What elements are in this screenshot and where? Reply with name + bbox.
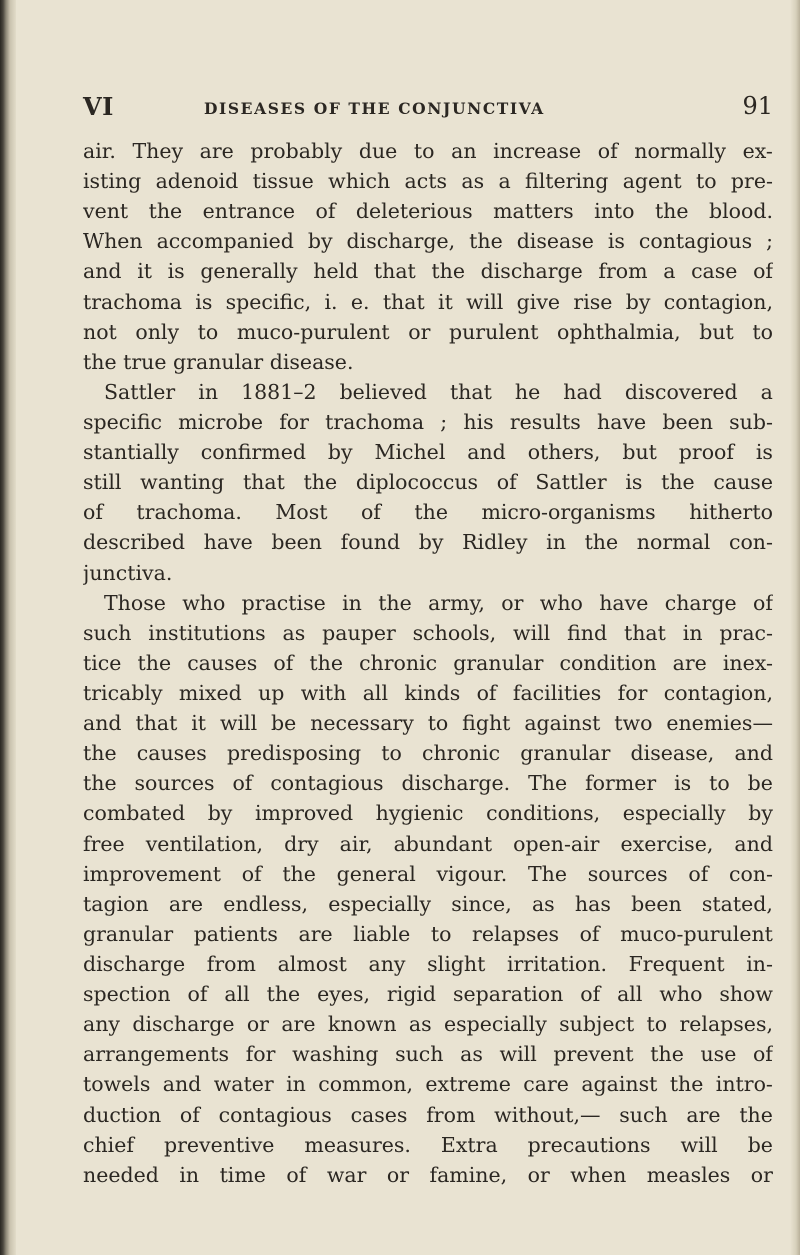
text-line: the true granular disease. <box>83 349 354 374</box>
running-header <box>83 92 773 124</box>
text-line: such institutions as pauper schools, will find that in prac- <box>83 620 773 645</box>
text-line: stantially confirmed by Michel and others, but proof is <box>83 440 773 465</box>
text-line: specific microbe for trachoma ; his results have been sub- <box>83 409 773 434</box>
page-number: 91 <box>742 92 773 120</box>
text-line: described have been found by Ridley in the normal con- <box>83 530 773 555</box>
text-line: free ventilation, dry air, abundant open-air exercise, and <box>83 831 773 856</box>
page-edge-shadow <box>790 0 800 1255</box>
text-line: and that it will be necessary to fight against two enemies— <box>83 711 773 736</box>
text-line: isting adenoid tissue which acts as a filtering agent to pre- <box>83 169 773 194</box>
text-line: improvement of the general vigour. The sources of con- <box>83 861 773 886</box>
text-line: air. They are probably due to an increase of normally ex- <box>83 139 773 163</box>
text-line: tagion are endless, especially since, as has been stated, <box>83 891 773 916</box>
text-line: still wanting that the diplococcus of Sattler is the cause <box>83 470 773 495</box>
text-line: the causes predisposing to chronic granular disease, and <box>83 741 773 766</box>
book-spine-shadow <box>0 0 16 1255</box>
text-line: duction of contagious cases from without,— such are the <box>83 1102 773 1127</box>
text-line: tricably mixed up with all kinds of facilities for contagion, <box>83 680 773 705</box>
text-line: Sattler in 1881–2 believed that he had discovered a <box>104 379 773 404</box>
text-line: chief preventive measures. Extra precautions will be <box>83 1132 773 1157</box>
text-line: granular patients are liable to relapses of muco-purulent <box>83 921 773 946</box>
text-line: trachoma is specific, i. e. that it will give rise by contagion, <box>83 289 773 314</box>
text-line: Those who practise in the army, or who have charge of <box>104 590 773 615</box>
text-line: any discharge or are known as especially subject to relapses, <box>83 1012 773 1037</box>
text-line: discharge from almost any slight irritation. Frequent in- <box>83 951 773 976</box>
text-line: not only to muco-purulent or purulent ophthalmia, but to <box>83 319 773 344</box>
text-line: arrangements for washing such as will prevent the use of <box>83 1042 773 1067</box>
text-line: towels and water in common, extreme care against the intro- <box>83 1072 773 1097</box>
text-line: combated by improved hygienic conditions, especially by <box>83 801 773 826</box>
text-line: needed in time of war or famine, or when measles or <box>83 1162 773 1187</box>
text-line: vent the entrance of deleterious matters into the blood. <box>83 199 773 224</box>
text-line: of trachoma. Most of the micro-organisms hitherto <box>83 500 773 525</box>
text-line: When accompanied by discharge, the disease is contagious ; <box>83 229 773 254</box>
body-text <box>83 136 773 1190</box>
text-line: the sources of contagious discharge. The former is to be <box>83 771 773 796</box>
text-line: tice the causes of the chronic granular condition are inex- <box>83 650 773 675</box>
text-line: junctiva. <box>83 560 173 585</box>
running-title: DISEASES OF THE CONJUNCTIVA <box>204 99 545 118</box>
chapter-number: VI <box>83 92 114 121</box>
text-line: spection of all the eyes, rigid separation of all who show <box>83 982 773 1007</box>
text-line: and it is generally held that the discharge from a case of <box>83 259 773 284</box>
